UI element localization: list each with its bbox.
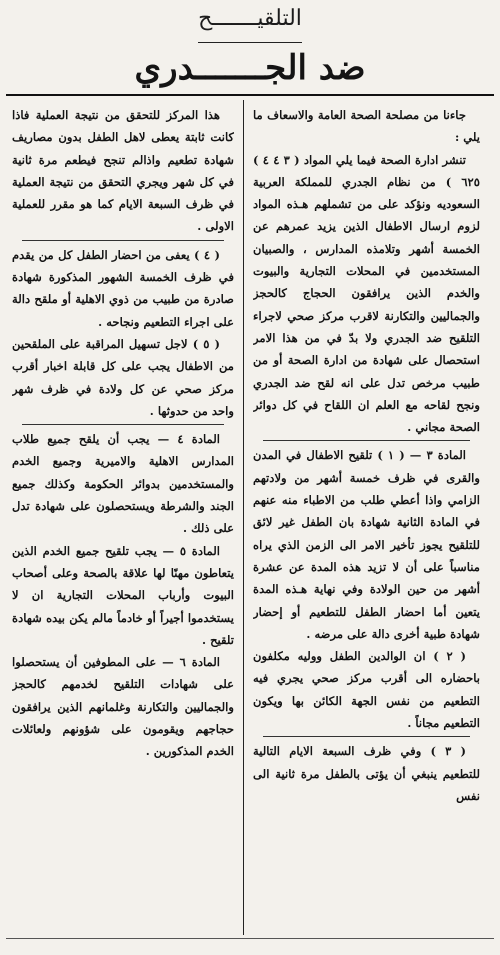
section-divider [22, 240, 224, 243]
column-right [253, 104, 480, 932]
paragraph-clause-2: ( ٢ ) ان الوالدين الطفل ووليه مكلفون باحضاره الى أقرب مركز صحي يجري فيه التطعيم من نفس الجهة الكائن بها ويكون التطعيم مجاناً . [253, 649, 480, 731]
paragraph-article-6: المادة ٦ — على المطوفين أن يستحصلوا على شهادات التلقيح لخدمهم كالحجز والجماليين والتكارنة وغلمانهم الذين يرافقون حجاجهم ويقومون على شؤونهم ولعائلات الخدم المذكورين . [12, 655, 234, 759]
kicker-rule [198, 42, 302, 43]
column-divider [243, 100, 244, 935]
section-divider [263, 736, 470, 739]
section-divider [22, 424, 224, 427]
paragraph-notice: تنشر ادارة الصحة فيما يلي المواد ( ٣ ٤ ٤ ) ٦٢٥ ) من نظام الجدري للمملكة العربية السعوديه ونؤكد على من تشملهم هـذه المواد لزوم ارسال الاطفال الذين يزيد عمرهم عن الخمسة أشهر وتلامذه المدارس ، والصبيان المستخدمين في المحلات التجارية والبيوت والخدم الذين يرافقون الحجاج كالحجز والجماليين والتكارنة لاقرب مركز صحي لاجراء التلقيح ضد الجدري ولا بدّ في من هذا الامر استحصال على شهادة من ادارة الصحة أو من طبيب مرخص تدل على انه لقح ضد الجدري ونجح لقاحه مع العلم ان اللقاح في كل دوائر الصحة مجاني . [253, 152, 480, 435]
paragraph-intro: جاءنا من مصلحة الصحة العامة والاسعاف ما يلي : [253, 108, 480, 145]
article-kicker: التلقيـــــــح [198, 6, 302, 31]
paragraph-clause-3: ( ٣ ) وفي ظرف السبعة الايام التالية للتطعيم ينبغي أن يؤتى بالطفل مرة ثانية الى نفس [253, 744, 480, 803]
column-left [12, 104, 234, 932]
footer-rule [6, 938, 494, 939]
paragraph-article-4: المادة ٤ — يجب أن يلقح جميع طلاب المدارس الاهلية والاميرية وجميع الخدم والمستخدمين بدوائر الحكومة وكذلك جميع الجند والشرطة ويستحصلون على شهادة تدل على ذلك . [12, 432, 234, 536]
article-title: ضد الجـــــــدري [134, 48, 366, 88]
header-rule [6, 94, 494, 96]
paragraph-clause-5: ( ٥ ) لاجل تسهيل المراقبة على الملقحين من الاطفال يجب على كل قابلة اخبار أقرب مركز صحي عن كل ولادة في ظرف شهر واحد من حدوثها . [12, 336, 234, 418]
paragraph-continuation: هذا المركز للتحقق من نتيجة العملية فاذا كانت ثابتة يعطى لاهل الطفل بدون مصاريف شهادة تطعيم واذالم تنجح فيطعم مرة ثانية في كل شهر ويجري التحقق من نتيجة العملية في ظرف السبعة الايام كما هو مقرر للعملية الاولى . [12, 108, 234, 234]
paragraph-clause-4: ( ٤ ) يعفى من احضار الطفل كل من يقدم في ظرف الخمسة الشهور المذكورة شهادة صادرة من طبيب من ذوي الاهلية أو ملقح دالة على اجراء التطعيم ونجاحه . [12, 247, 234, 329]
section-divider [263, 440, 470, 443]
paragraph-article-3: المادة ٣ — ( ١ ) تلقيح الاطفال في المدن والقرى في ظرف خمسة أشهر من ولادتهم الزامي واذا أعطي طلب من الاطباء منه عنهم في المادة الثانية شهادة بان الطفل غير لائق للتلقيح يجوز تأخير الامر الى الزمن الذي يراه مناسباً على أن لا تزيد هذه المدة عن عشرة أشهر من حين الولادة وفي نهاية هـذه المدة يتعين أما احضار الطفل للتطعيم أو إحضار شهادة طبية أخرى دالة على مرضه . [253, 448, 480, 641]
paragraph-article-5: المادة ٥ — يجب تلقيح جميع الخدم الذين يتعاطون مهنًا لها علاقة بالصحة وعلى أصحاب البيوت وأرباب المحلات التجارية ان لا يستخدموا أجيراً أو خادماً مالم يكن بيده شهادة تلقيح . [12, 543, 234, 647]
